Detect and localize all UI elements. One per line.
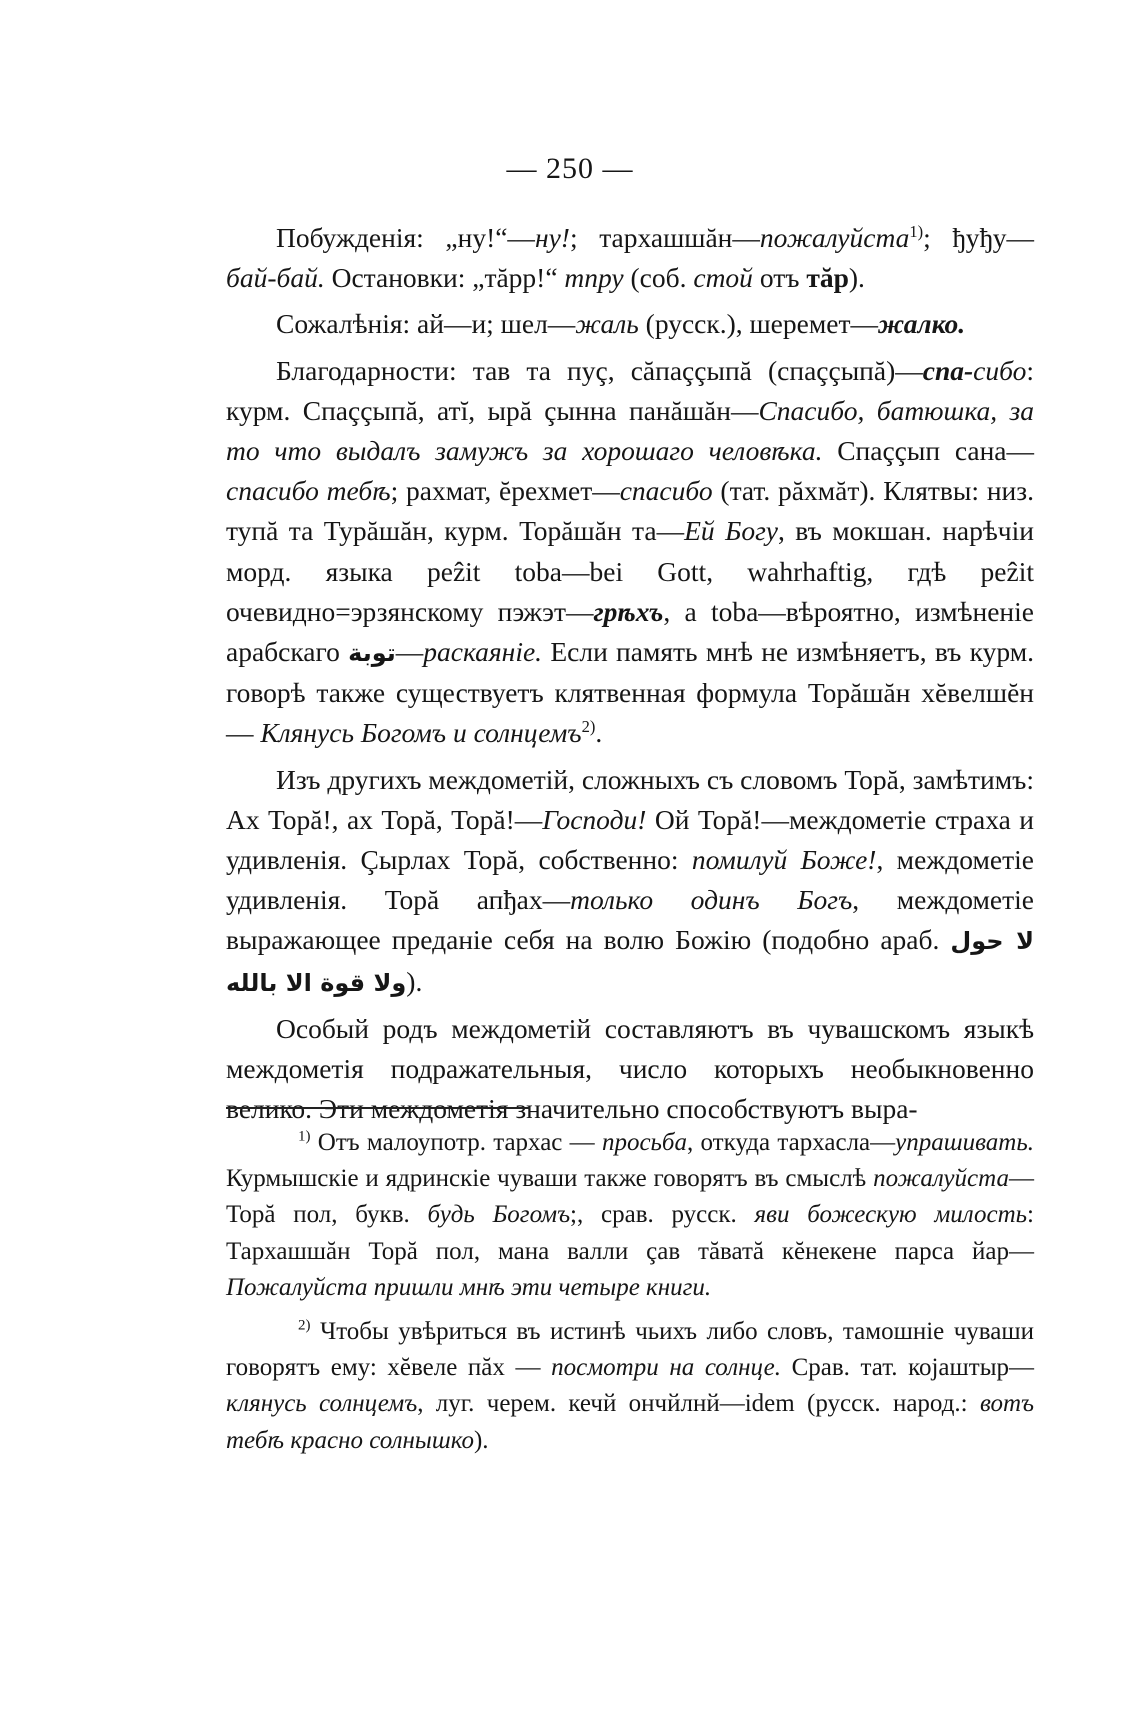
footnote-ref-1: 1) (909, 221, 924, 241)
italic-gloss: пожалуйста (759, 222, 910, 253)
italic-gloss: яви божескую милость (754, 1201, 1028, 1229)
text-run: , луг. черем. кечй ончйлнй—idem (русск. народ.: (417, 1390, 980, 1418)
text-run: , междометіе выражающее преданіе себя на волю Божію (подобно араб. (226, 884, 1035, 956)
italic-gloss: Клянусь Богомъ и солнцемъ (260, 717, 582, 749)
text-run: Курмышскіе и ядринскіе чуваши также говорятъ въ смыслѣ (226, 1165, 874, 1193)
footnote-ref-2: 2) (581, 717, 596, 737)
arabic-phrase: لا حول ولا قوة الا بالله (226, 927, 1034, 997)
italic-gloss: пожалуйста (873, 1165, 1009, 1193)
paragraph-compound-interjections (226, 760, 1034, 1003)
text-run: —Торă пол, букв. (226, 1165, 1034, 1229)
italic-gloss: упрашивать. (895, 1129, 1034, 1156)
text-run: отъ (752, 262, 807, 294)
italic-gloss: Спасибо, батюшка, за то что выдалъ замужъ за хорошаго человѣка. (226, 394, 1034, 467)
footnote-1 (226, 1125, 1034, 1306)
italic-gloss: бай-бай. (226, 262, 325, 294)
text-run: , въ мокшан. нарѣчіи морд. языка peẑit toba—bei Gott, wahrhaftig, гдѣ peẑit очевидно=эрзянскому пэжэт— (226, 515, 1034, 627)
footnote-2 (226, 1314, 1034, 1459)
text-run: Чтобы увѣриться въ истинѣ чьихъ либо словъ, тамошніе чуваши говорятъ ему: хĕвеле пăх — (226, 1318, 1034, 1382)
paragraph-thanks-oaths (226, 351, 1034, 754)
text-run: Побужденія: „ну!“— (276, 222, 535, 253)
italic-gloss: только одинъ Богъ (570, 884, 853, 916)
paragraph-encouragements (226, 218, 1034, 298)
text-run: — (395, 636, 424, 668)
italic-gloss: помилуй Боже! (691, 844, 877, 876)
italic-gloss: Господи! (542, 803, 647, 835)
paragraph-imitative-interjections (226, 1009, 1034, 1130)
bold-word: тăр (806, 262, 849, 294)
text-run: ;, срав. русск. (570, 1201, 755, 1229)
bold-italic-gloss: спа- (922, 354, 974, 386)
text-run: Отъ малоупотр. тархас — (310, 1129, 602, 1156)
italic-gloss: просьба (601, 1129, 687, 1156)
arabic-word: توبة (348, 639, 396, 668)
italic-gloss: сибо (973, 354, 1027, 386)
text-run: Изъ другихъ междометій, сложныхъ съ словомъ Торă, замѣтимъ: Ах Торă!, ах Торă, Торă!— (226, 763, 1034, 835)
text-run: Ой Торă!—междометіе страха и удивленія. Çырлах Торă, собственно: (226, 803, 1034, 876)
text-run: Спаççып сана— (822, 435, 1035, 467)
text-run: , откуда тархасла— (686, 1129, 896, 1156)
italic-gloss: Ей Богу (684, 515, 778, 547)
text-run: ). (473, 1426, 489, 1454)
text-run: ; рахмат, ĕрехмет— (390, 475, 620, 507)
text-run: ). (848, 262, 865, 294)
text-run: Если память мнѣ не измѣняетъ, въ курм. говорѣ также существуетъ клятвенная формула Торăшăн хĕвелшĕн — (226, 636, 1035, 749)
text-run: ). (406, 965, 423, 997)
text-run: , междометіе удивленія. Торă апђах— (226, 844, 1034, 916)
italic-gloss: клянусь солнцемъ (226, 1390, 418, 1418)
italic-gloss: вотъ тебѣ красно солнышко (226, 1390, 1034, 1454)
text-run: , a toba—вѣроятно, измѣненіе арабскаго (226, 595, 1034, 668)
footnote-marker: 1) (298, 1128, 311, 1145)
italic-gloss: жаль (575, 308, 639, 340)
italic-gloss: посмотри на солнце. (551, 1354, 781, 1382)
bold-italic-gloss: грѣхъ (593, 595, 664, 627)
main-text (226, 218, 1034, 1135)
text-run: Остановки: „тăрр!“ (324, 262, 565, 294)
text-run: Сожалѣнія: ай—и; шел— (276, 308, 576, 340)
italic-gloss: ну! (534, 222, 570, 253)
italic-gloss: будь Богомъ (427, 1201, 571, 1229)
italic-gloss: Пожалуйста пришли мнѣ эти четыре книги. (226, 1273, 712, 1301)
text-run: ; тархашшăн— (569, 222, 760, 253)
italic-gloss: спасибо тебѣ (226, 475, 391, 507)
italic-gloss: раскаяніе. (423, 636, 543, 668)
text-run: Особый родъ междометій составляютъ въ чувашскомъ языкѣ междометія подражательныя, число которыхъ необыкновенно велико. Эти междометія значительно способствуютъ выра- (226, 1012, 1034, 1125)
text-run: . (595, 717, 603, 749)
page-number: — 250 — (506, 152, 634, 185)
italic-gloss: спасибо (619, 475, 713, 507)
text-run: : Тархашшăн Торă пол, мана валли çав тăватă кĕнекене парса йар— (226, 1201, 1034, 1265)
text-run: (тат. рăхмăт). Клятвы: низ. тупă та Турăшăн, курм. Торăшăн та— (226, 475, 1034, 547)
footnote-marker: 2) (298, 1317, 311, 1334)
italic-gloss: тпру (564, 262, 624, 294)
text-run: (русск.), шеремет— (638, 308, 878, 340)
text-run: (соб. (623, 262, 694, 294)
text-run: Срав. тат. којаштыр— (780, 1354, 1034, 1382)
footnotes (226, 1125, 1034, 1467)
text-run: ; ђуђу— (923, 222, 1034, 253)
bold-italic-gloss: жалко. (877, 308, 966, 340)
footnote-separator (226, 1107, 530, 1109)
italic-gloss: стой (693, 262, 753, 294)
text-run: : курм. Спаççыпă, атĭ, ырă çынна панăшăн— (226, 354, 1034, 426)
text-run: Благодарности: тав та пуç, сăпаççыпă (спаççыпă)— (276, 354, 923, 386)
paragraph-regrets (226, 304, 1034, 344)
